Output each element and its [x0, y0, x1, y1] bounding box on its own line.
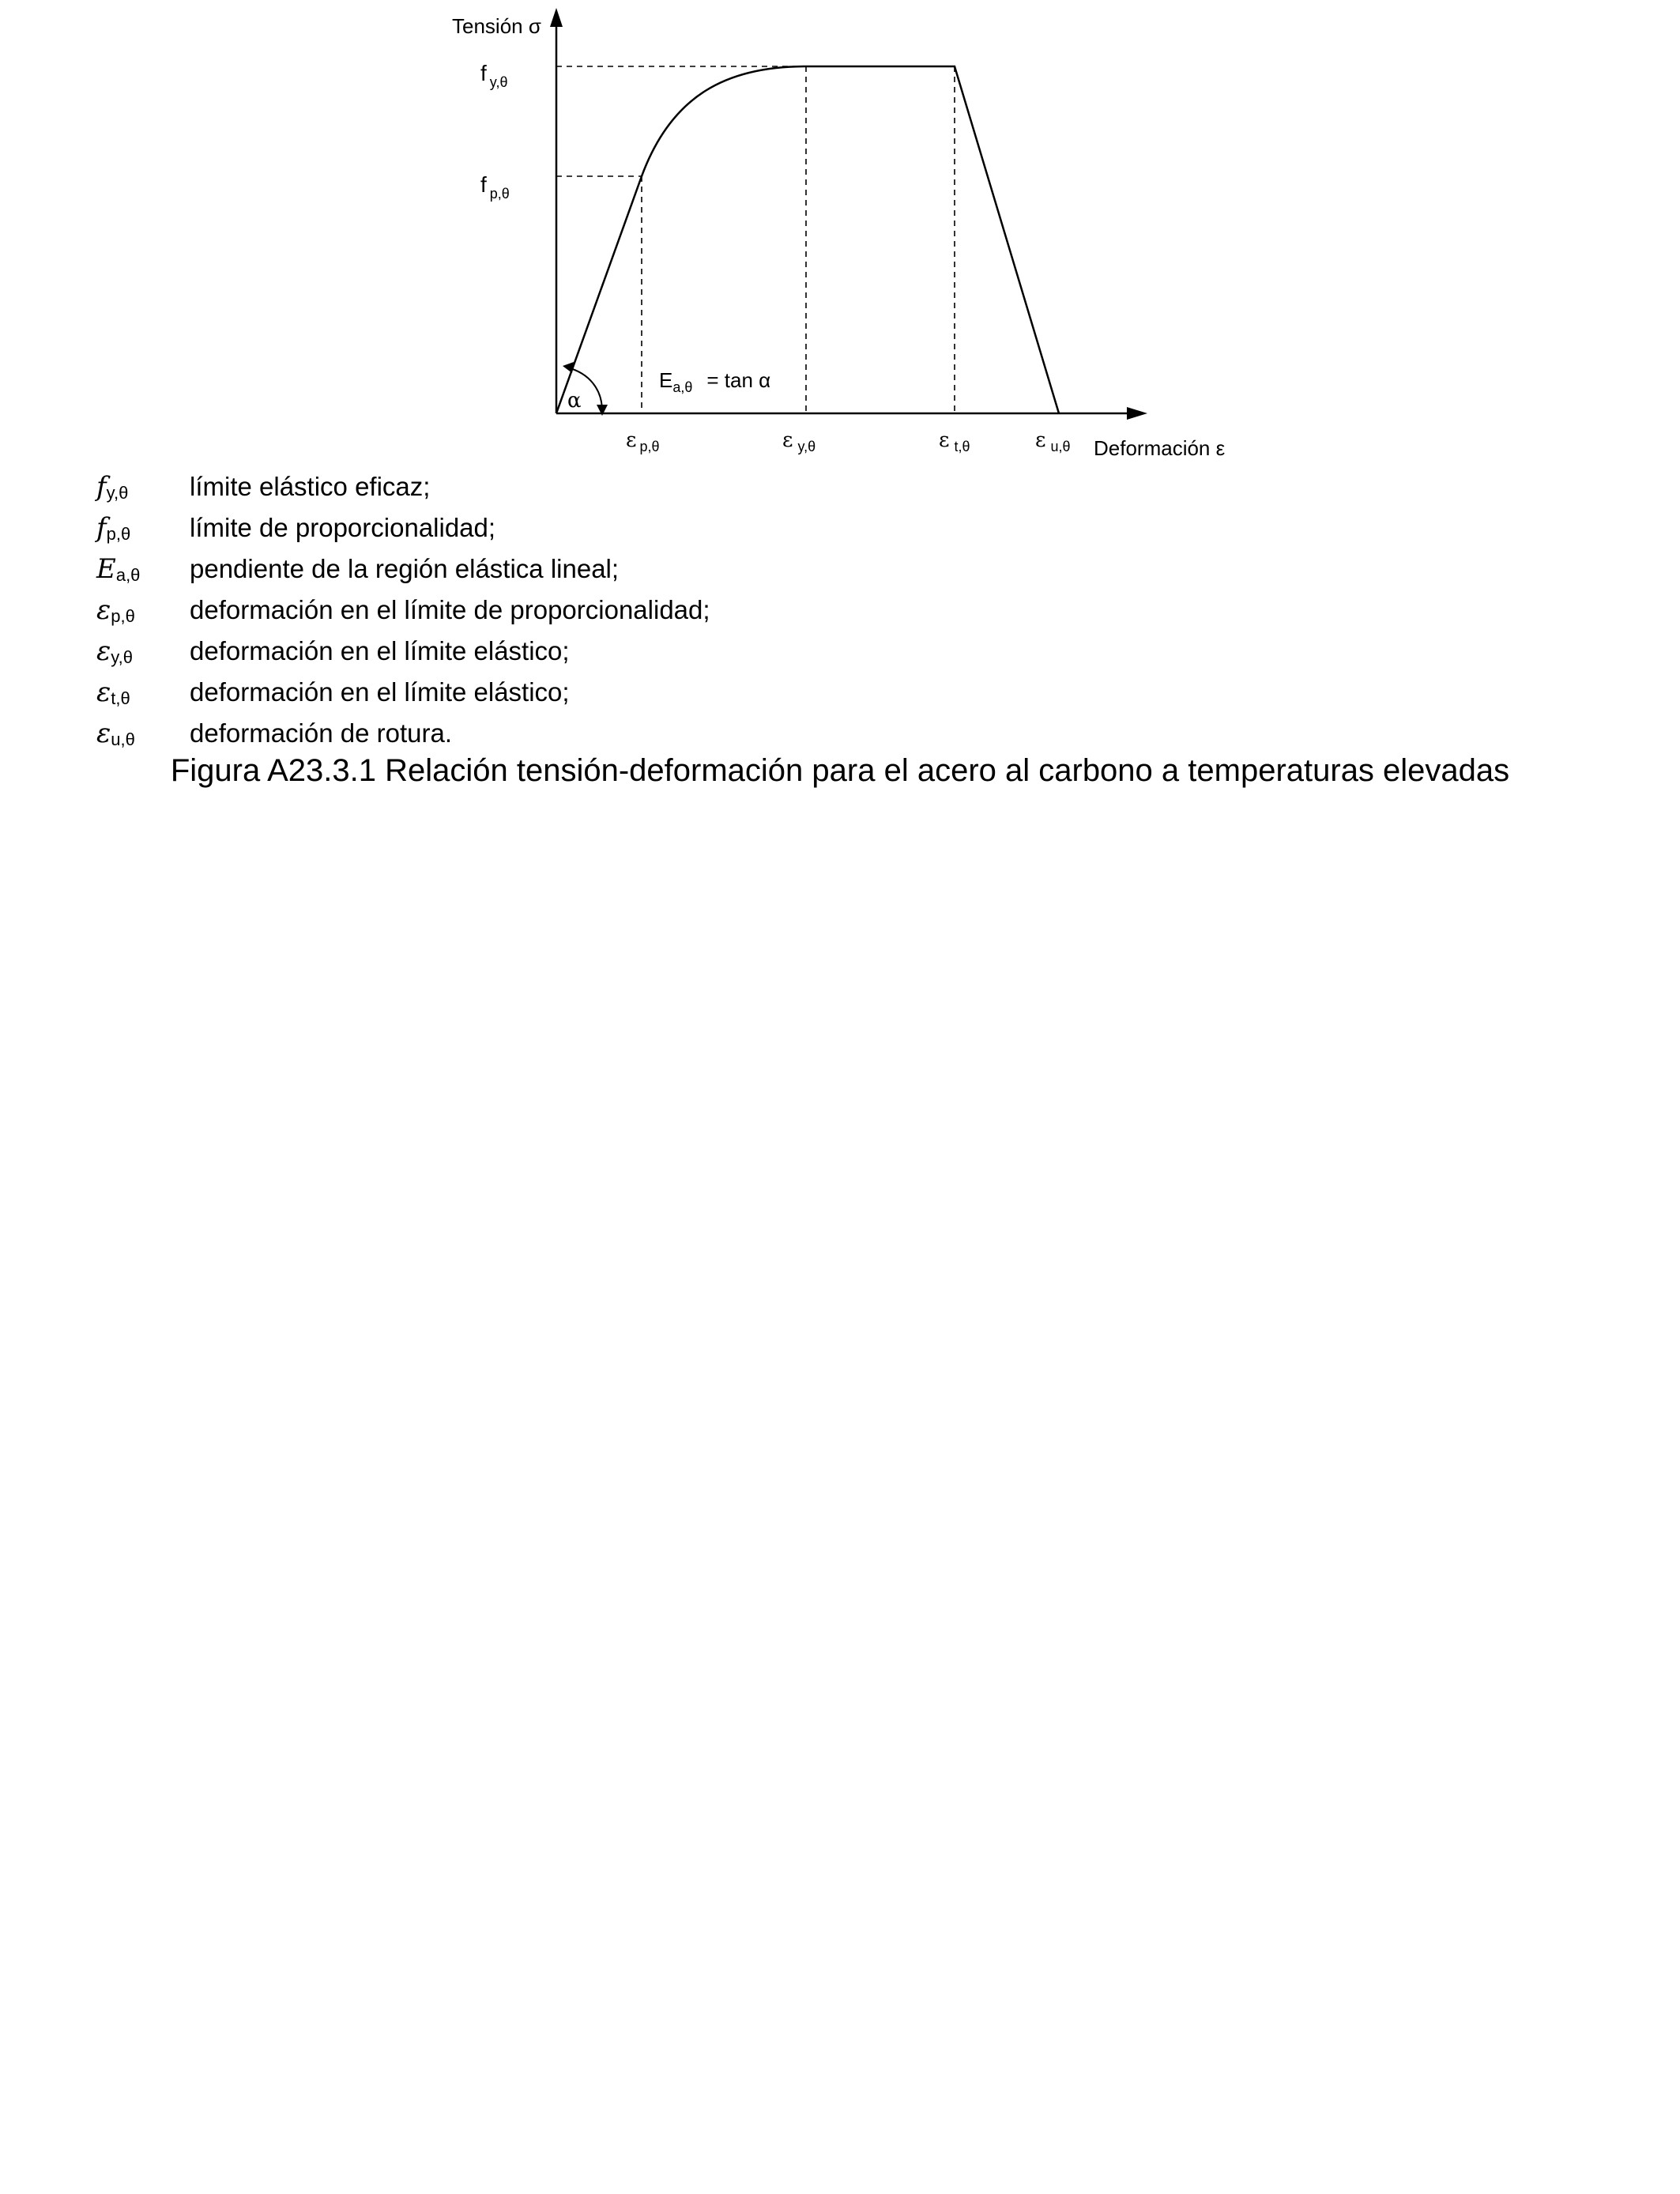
- legend-description: límite de proporcionalidad;: [190, 513, 496, 542]
- y-axis-label: Tensión σ: [452, 14, 541, 38]
- legend-symbol: $E_{a,\theta}$: [96, 553, 141, 585]
- legend-row: [0, 590, 1680, 631]
- angle-label: α: [567, 389, 582, 413]
- legend-row: [0, 631, 1680, 672]
- legend-row: [0, 466, 1680, 507]
- legend-description: deformación en el límite elástico;: [190, 677, 570, 707]
- legend-row: [0, 713, 1680, 754]
- legend-row: [0, 548, 1680, 590]
- x-axis-arrow: [1127, 407, 1147, 420]
- ey-label: ε $_{y,\theta}$: [782, 428, 816, 454]
- legend-row: [0, 507, 1680, 548]
- fp-label: f $_{p,\theta}$: [480, 172, 510, 202]
- legend-row: [0, 672, 1680, 713]
- legend-description: deformación en el límite de proporcionalidad;: [190, 595, 710, 624]
- legend-symbol: $\varepsilon_{p,\theta}$: [96, 594, 135, 626]
- stress-strain-diagram: [0, 0, 1680, 474]
- legend-symbol: $f_{p,\theta}$: [96, 512, 131, 544]
- legend-symbol: $\varepsilon_{y,\theta}$: [96, 635, 133, 667]
- legend-symbol: $\varepsilon_{u,\theta}$: [96, 718, 135, 749]
- et-label: ε $_{t,\theta}$: [939, 428, 970, 454]
- ep-label: ε $_{p,\theta}$: [626, 428, 660, 454]
- stress-strain-curve: [556, 66, 1059, 413]
- modulus-label: $E_{a,\theta} = \tan \alpha$: [659, 368, 771, 395]
- legend-description: deformación de rotura.: [190, 718, 453, 748]
- eu-label: ε $_{u,\theta}$: [1035, 428, 1071, 454]
- legend-description: deformación en el límite elástico;: [190, 636, 570, 665]
- legend-symbol: $\varepsilon_{t,\theta}$: [96, 677, 130, 708]
- figure-caption: Figura A23.3.1 Relación tensión-deformación para el acero al carbono a temperaturas elevadas: [170, 753, 1510, 788]
- angle-arc-arrow-top: [563, 362, 574, 373]
- legend-symbol: $f_{y,\theta}$: [96, 471, 129, 503]
- x-axis-label: Deformación ε: [1094, 436, 1226, 460]
- legend-description: límite elástico eficaz;: [190, 472, 431, 501]
- legend-description: pendiente de la región elástica lineal;: [190, 554, 620, 583]
- fy-label: f $_{y,\theta}$: [480, 61, 508, 90]
- y-axis-arrow: [550, 8, 563, 27]
